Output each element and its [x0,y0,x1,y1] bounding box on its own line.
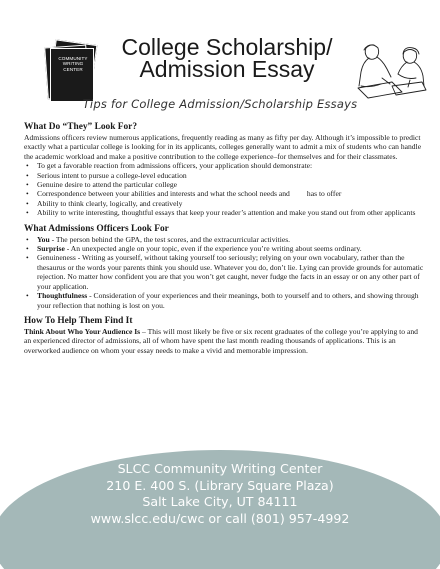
paragraph-text: – This will most likely be five or six recent graduates of the college you’re applying to and an experienced director of admissions, all of whom have spent the last month reading thousands of applications. This is an overworked audience on whom your essay needs to make a vivid and memorable impression. [24,326,418,355]
section-paragraph [24,327,424,355]
paragraph-lead: Think About Who Your Audience Is [24,326,141,336]
section-heading: What Do “They” Look For? [24,122,138,132]
footer-address: 210 E. 400 S. (Library Square Plaza) [106,477,334,493]
footer-web-phone: www.slcc.edu/cwc or call (801) 957-4992 [90,510,350,526]
list-item: • To get a favorable reaction from admissions officers, your application should demonstrate: [24,161,424,170]
list-item: • Serious intent to pursue a college-level education [24,171,424,180]
page-title [96,36,358,80]
section-paragraph: Admissions officers review numerous applications, frequently reading as many as fifty per day. Although it’s impossible to predict exactly what a particular college is looking for in its applicants, colleges generally want to admit a mix of students who can handle the academic workload and make a positive contribution to the college experience–for themselves and for their classmates. [24,133,422,161]
item-text: - An unexpected angle on your topic, even if the experience you’re writing about seems ordinary. [64,244,362,254]
qualities-list [24,235,424,310]
list-item [24,244,424,253]
title-line-1: College Scholarship/ [121,34,333,60]
footer-org-name: SLCC Community Writing Center [117,461,323,476]
list-item [24,235,424,244]
list-item: • Ability to think clearly, logically, and creatively [24,199,424,208]
students-writing-illustration [352,38,430,102]
section-help-them-find-it [24,316,424,355]
footer-city: Salt Lake City, UT 84111 [142,494,298,510]
page-subtitle: Tips for College Admission/Scholarship Essays [82,97,358,111]
item-term: You [37,234,50,244]
section-heading: What Admissions Officers Look For [24,223,169,234]
list-item: • Ability to write interesting, thoughtful essays that keep your reader’s attention and make you stand out from other applicants [24,208,424,217]
flyer-content [24,122,424,355]
section-officers-look-for [24,224,424,310]
item-term: Surprise [37,244,65,254]
criteria-list [24,161,424,217]
section-what-they-look-for [24,122,424,218]
footer-contact [0,461,440,527]
item-text: - The person behind the GPA, the test scores, and the extracurricular activities. [49,234,291,244]
list-item: • Genuine desire to attend the particular college [24,180,424,189]
item-text: - Consideration of your experiences and their meanings, both to yourself and to others, and showing through your reflection that nothing is lost on you. [37,291,419,310]
community-writing-center-logo [40,40,98,104]
item-text: Genuineness - Writing as yourself, without taking yourself too seriously; relying on your own vocabulary, rather than the thesaurus or the words your parents think you should use. Whatever you do, don’t lie. Lying can provide grounds for automatic rejection. No matter how confident you are that you won’t get caught, never fudge the facts in an essay or on any other part of your application. [37,253,424,291]
title-line-2: Admission Essay [139,56,315,82]
logo-text [54,56,92,72]
logo-line: COMMUNITY [58,56,88,61]
list-item [24,291,424,310]
section-heading: How To Help Them Find It [24,315,133,326]
list-item: • Correspondence between your abilities and interests and what the school needs and has to offer [24,189,424,198]
logo-line: CENTER [63,66,83,72]
logo-line: WRITING [62,61,84,67]
item-term: Thoughtfulness [37,291,88,301]
list-item [24,253,424,291]
